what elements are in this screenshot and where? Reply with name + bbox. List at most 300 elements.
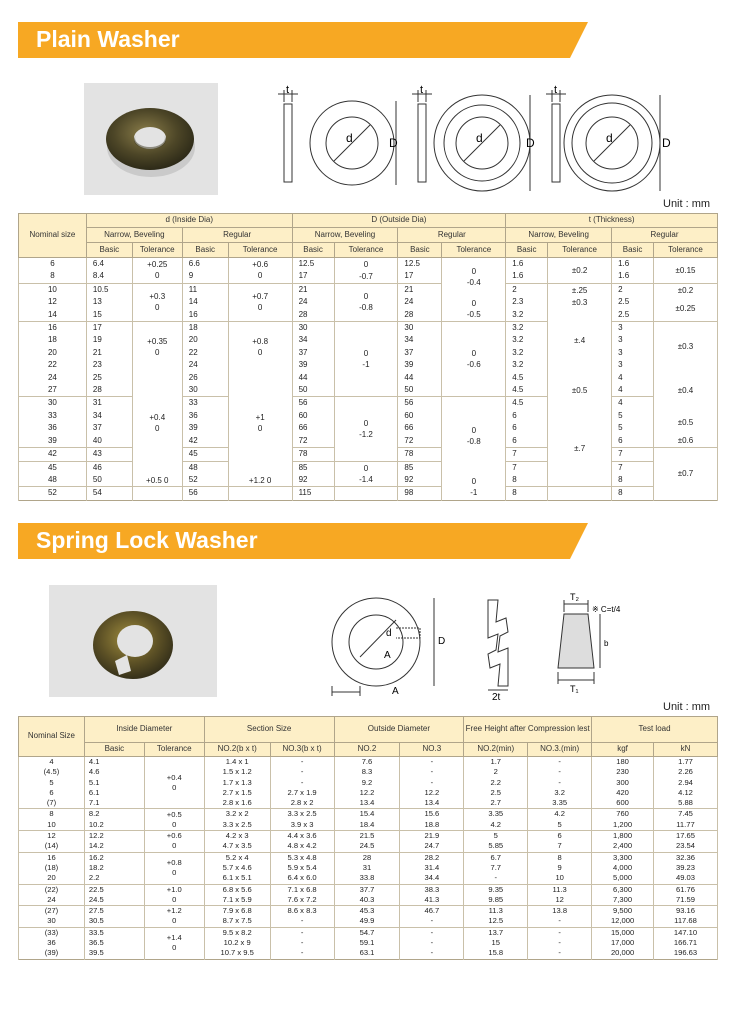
value-cell: 54.7 <box>334 927 400 938</box>
tolerance-cell <box>442 397 506 474</box>
tolerance-value: +0.5 <box>166 809 182 819</box>
value-cell: 9.5 x 8.2 <box>204 927 270 938</box>
value-cell: 38.3 <box>400 884 464 895</box>
tolerance-value: 0 <box>257 303 263 313</box>
tolerance-value: ±0.25 <box>675 304 696 314</box>
col-narrow: Narrow, Beveling <box>506 228 612 243</box>
table-row <box>19 270 718 283</box>
nominal-size-cell: 16 <box>19 852 85 863</box>
basic-cell: 9 <box>182 270 228 283</box>
nominal-size-cell: 12 <box>19 296 87 308</box>
value-cell: 4.4 x 3.6 <box>270 831 334 842</box>
value-cell: 7.1 x 5.9 <box>204 895 270 906</box>
value-cell: 2 <box>464 767 528 777</box>
basic-cell: 40 <box>86 435 132 448</box>
value-cell: - <box>528 938 592 948</box>
nominal-size-cell: (22) <box>19 884 85 895</box>
value-cell: - <box>270 938 334 948</box>
tolerance-cell <box>132 474 182 487</box>
value-cell: 5.88 <box>654 798 718 809</box>
basic-cell: 54 <box>86 487 132 500</box>
basic-cell: 25 <box>86 372 132 384</box>
basic-cell: 17 <box>292 270 334 283</box>
tolerance-value: +0.35 <box>147 336 168 346</box>
value-cell: 32.36 <box>654 852 718 863</box>
value-cell: 28 <box>334 852 400 863</box>
value-cell: 3.2 <box>528 788 592 798</box>
tolerance-cell <box>654 410 718 435</box>
tolerance-value: +1.2 0 <box>248 475 272 485</box>
value-cell: 6 <box>528 831 592 842</box>
value-cell: - <box>528 916 592 927</box>
basic-cell: 6.4 <box>86 258 132 271</box>
value-cell: 39.23 <box>654 863 718 873</box>
value-cell: 1.77 <box>654 757 718 768</box>
basic-cell: 3.2 <box>506 309 548 322</box>
value-cell: 420 <box>592 788 654 798</box>
col-outside-diameter: Outside Diameter <box>334 717 464 743</box>
tolerance-value: +0.5 0 <box>146 475 169 485</box>
value-cell: 7.6 x 7.2 <box>270 895 334 906</box>
spring-washer-title: Spring Lock Washer <box>36 527 258 553</box>
table-row <box>19 767 718 777</box>
value-cell: - <box>400 757 464 768</box>
spring-washer-photo <box>49 585 217 697</box>
value-cell: 2.7 x 1.5 <box>204 788 270 798</box>
basic-cell: 6 <box>506 422 548 434</box>
tolerance-cell <box>228 283 292 321</box>
col-outside-dia: D (Outside Dia) <box>292 214 506 228</box>
tolerance-value: ±0.5 <box>571 386 588 396</box>
tolerance-value: -1 <box>470 487 478 497</box>
value-cell: 6.1 <box>84 788 144 798</box>
tolerance-value: -1.4 <box>359 474 373 484</box>
basic-cell: 16 <box>182 309 228 322</box>
col-tolerance: Tolerance <box>548 243 612 258</box>
basic-cell: 60 <box>398 410 442 422</box>
value-cell: 5.1 <box>84 778 144 788</box>
tolerance-cell <box>334 270 398 283</box>
basic-cell: 2 <box>612 283 654 296</box>
tolerance-cell <box>548 487 612 500</box>
tolerance-value: ±0.7 <box>677 469 694 479</box>
basic-cell: 37 <box>398 347 442 359</box>
value-cell: 61.76 <box>654 884 718 895</box>
basic-cell: 28 <box>86 384 132 397</box>
basic-cell: 36 <box>182 410 228 422</box>
nominal-size-cell: 39 <box>19 435 87 448</box>
plain-washer-diagram <box>270 84 690 194</box>
nominal-size-cell: (33) <box>19 927 85 938</box>
col-nominal-size: Nominal size <box>19 214 87 258</box>
nominal-size-cell: 33 <box>19 410 87 422</box>
col-narrow: Narrow, Beveling <box>292 228 398 243</box>
tolerance-value: 0 <box>155 423 160 433</box>
value-cell: 24.7 <box>400 841 464 852</box>
tolerance-cell <box>144 852 204 884</box>
table-row <box>19 916 718 927</box>
value-cell: 18.2 <box>84 863 144 873</box>
value-cell: 7.7 <box>464 863 528 873</box>
basic-cell: 3 <box>612 322 654 335</box>
plain-diagram-D3: D <box>662 136 671 150</box>
nominal-size-cell: 14 <box>19 309 87 322</box>
value-cell: - <box>400 778 464 788</box>
value-cell: 59.1 <box>334 938 400 948</box>
spring-unit: Unit : mm <box>663 701 711 713</box>
value-cell: 6.4 x 6.0 <box>270 873 334 884</box>
basic-cell: 6 <box>612 435 654 448</box>
table-row <box>19 798 718 809</box>
value-cell: 24.5 <box>334 841 400 852</box>
tolerance-cell <box>228 474 292 487</box>
basic-cell: 5 <box>612 410 654 422</box>
table-row <box>19 841 718 852</box>
value-cell: 10.7 x 9.5 <box>204 948 270 959</box>
value-cell: 20,000 <box>592 948 654 959</box>
tolerance-cell <box>132 487 182 500</box>
tolerance-value: 0 <box>172 894 177 904</box>
value-cell: 7.9 x 6.8 <box>204 906 270 917</box>
col-basic: Basic <box>84 743 144 757</box>
basic-cell: 4 <box>612 384 654 397</box>
nominal-size-cell: 4 <box>19 757 85 768</box>
value-cell: 600 <box>592 798 654 809</box>
basic-cell: 42 <box>182 435 228 448</box>
basic-cell: 10.5 <box>86 283 132 296</box>
value-cell: 1.4 x 1 <box>204 757 270 768</box>
table-row <box>19 322 718 335</box>
tolerance-cell <box>548 309 612 372</box>
basic-cell: 72 <box>398 435 442 448</box>
basic-cell: 28 <box>398 309 442 322</box>
value-cell: 16.2 <box>84 852 144 863</box>
value-cell: 3.3 x 2.5 <box>270 809 334 820</box>
value-cell: 33.8 <box>334 873 400 884</box>
spring-washer-diagram <box>320 592 660 702</box>
nominal-size-cell: (7) <box>19 798 85 809</box>
spring-diagram-T1: T₁ <box>570 684 579 694</box>
value-cell: 8 <box>528 852 592 863</box>
tolerance-value: -1.2 <box>359 429 373 439</box>
value-cell: 39.5 <box>84 948 144 959</box>
basic-cell: 72 <box>292 435 334 448</box>
basic-cell: 15 <box>86 309 132 322</box>
tolerance-value: ±.7 <box>574 443 586 453</box>
tolerance-value: 0 <box>471 267 477 277</box>
basic-cell: 52 <box>182 474 228 487</box>
basic-cell: 20 <box>182 334 228 346</box>
value-cell: 12.2 <box>334 788 400 798</box>
nominal-size-cell: 8 <box>19 809 85 820</box>
tolerance-cell <box>442 258 506 297</box>
plain-washer-table <box>18 213 718 501</box>
value-cell: 17,000 <box>592 938 654 948</box>
basic-cell: 22 <box>182 347 228 359</box>
tolerance-cell <box>144 757 204 809</box>
tolerance-value: ±0.2 <box>677 285 694 295</box>
basic-cell: 34 <box>398 334 442 346</box>
plain-unit: Unit : mm <box>663 198 711 210</box>
tolerance-value: ±0.4 <box>677 386 694 396</box>
value-cell: 1.5 x 1.2 <box>204 767 270 777</box>
tolerance-value: 0 <box>155 303 160 313</box>
plain-diagram-t1: t <box>286 84 290 96</box>
basic-cell: 12.5 <box>292 258 334 271</box>
value-cell: 2,400 <box>592 841 654 852</box>
nominal-size-cell: 20 <box>19 347 87 359</box>
nominal-size-cell: (18) <box>19 863 85 873</box>
value-cell: 34.4 <box>400 873 464 884</box>
value-cell: 11.3 <box>528 884 592 895</box>
value-cell: 2.26 <box>654 767 718 777</box>
basic-cell: 31 <box>86 397 132 410</box>
value-cell: 3.35 <box>464 809 528 820</box>
tolerance-value: ±0.3 <box>571 297 588 307</box>
value-cell: 30.5 <box>84 916 144 927</box>
basic-cell: 6 <box>506 410 548 422</box>
table-row <box>19 397 718 410</box>
value-cell: 4.6 <box>84 767 144 777</box>
value-cell: 5.3 x 4.8 <box>270 852 334 863</box>
basic-cell: 4.5 <box>506 384 548 397</box>
value-cell: 12,000 <box>592 916 654 927</box>
basic-cell: 92 <box>292 474 334 487</box>
value-cell: 2.94 <box>654 778 718 788</box>
tolerance-cell <box>144 906 204 928</box>
basic-cell: 30 <box>398 322 442 335</box>
col-tolerance: Tolerance <box>132 243 182 258</box>
value-cell: 13.8 <box>528 906 592 917</box>
tolerance-cell <box>548 372 612 410</box>
table-row <box>19 831 718 842</box>
value-cell: 18.4 <box>334 820 400 831</box>
basic-cell: 4 <box>612 397 654 410</box>
basic-cell: 11 <box>182 283 228 296</box>
basic-cell: 6.6 <box>182 258 228 271</box>
value-cell: 21.5 <box>334 831 400 842</box>
col-basic: Basic <box>506 243 548 258</box>
tolerance-cell <box>228 487 292 500</box>
value-cell: 15.8 <box>464 948 528 959</box>
value-cell: 2.2 <box>84 873 144 884</box>
tolerance-value: 0 <box>172 868 177 878</box>
tolerance-cell <box>334 397 398 461</box>
basic-cell: 3.2 <box>506 334 548 346</box>
col-test-load: Test load <box>592 717 718 743</box>
basic-cell: 34 <box>292 334 334 346</box>
tolerance-value: 0 <box>471 298 477 308</box>
value-cell: 71.59 <box>654 895 718 906</box>
plain-diagram-D1: D <box>389 136 398 150</box>
col-no2-min: NO.2(min) <box>464 743 528 757</box>
basic-cell: 78 <box>398 448 442 461</box>
nominal-size-cell: 45 <box>19 461 87 474</box>
value-cell: 9,500 <box>592 906 654 917</box>
col-basic: Basic <box>398 243 442 258</box>
value-cell: - <box>400 927 464 938</box>
table-row <box>19 948 718 959</box>
tolerance-value: 0 <box>363 418 369 428</box>
value-cell: 27.5 <box>84 906 144 917</box>
tolerance-cell <box>442 296 506 321</box>
nominal-size-cell: (14) <box>19 841 85 852</box>
basic-cell: 28 <box>292 309 334 322</box>
basic-cell: 8 <box>612 474 654 487</box>
value-cell: 300 <box>592 778 654 788</box>
value-cell: - <box>400 938 464 948</box>
basic-cell: 1.6 <box>506 258 548 271</box>
tolerance-value: 0 <box>471 349 477 359</box>
basic-cell: 19 <box>86 334 132 346</box>
tolerance-cell <box>132 322 182 372</box>
nominal-size-cell: 10 <box>19 820 85 831</box>
tolerance-value: 0 <box>257 423 263 433</box>
value-cell: 10.2 x 9 <box>204 938 270 948</box>
spring-diagram-chamfer: ※ C=t/4 <box>592 605 621 614</box>
tolerance-value: +0.6 <box>252 260 269 270</box>
tolerance-value: +1.4 <box>166 933 182 943</box>
tolerance-value: ±0.5 <box>677 417 694 427</box>
tolerance-value: 0 <box>172 916 177 926</box>
spring-diagram-A: A <box>384 650 391 661</box>
tolerance-value: 0 <box>363 259 369 269</box>
spring-diagram-D: D <box>438 636 446 647</box>
tolerance-value: -0.8 <box>359 303 373 313</box>
tolerance-cell <box>654 372 718 410</box>
tolerance-cell <box>654 435 718 448</box>
value-cell: - <box>270 927 334 938</box>
basic-cell: 78 <box>292 448 334 461</box>
nominal-size-cell: 18 <box>19 334 87 346</box>
plain-diagram-t2: t <box>420 84 424 96</box>
value-cell: 9.85 <box>464 895 528 906</box>
spring-diagram-2t: 2t <box>492 692 501 702</box>
value-cell: 14.2 <box>84 841 144 852</box>
tolerance-value: +0.7 <box>252 292 269 302</box>
tolerance-value: +0.4 <box>149 412 166 422</box>
basic-cell: 13 <box>86 296 132 308</box>
value-cell: 1.7 <box>464 757 528 768</box>
basic-cell: 56 <box>182 487 228 500</box>
value-cell: 31.4 <box>400 863 464 873</box>
value-cell: - <box>400 767 464 777</box>
tolerance-cell <box>548 258 612 284</box>
value-cell: 9.35 <box>464 884 528 895</box>
tolerance-value: ±.4 <box>574 335 586 345</box>
basic-cell: 33 <box>182 397 228 410</box>
value-cell: 3.3 x 2.5 <box>204 820 270 831</box>
basic-cell: 46 <box>86 461 132 474</box>
value-cell: 37.7 <box>334 884 400 895</box>
basic-cell: 3.2 <box>506 322 548 335</box>
col-no3: NO.3 <box>400 743 464 757</box>
tolerance-cell <box>132 258 182 284</box>
col-tolerance: Tolerance <box>144 743 204 757</box>
tolerance-value: 0 <box>172 943 177 953</box>
value-cell: 6,300 <box>592 884 654 895</box>
value-cell: 28.2 <box>400 852 464 863</box>
value-cell: 5 <box>528 820 592 831</box>
basic-cell: 1.6 <box>612 270 654 283</box>
value-cell: 2.8 x 2 <box>270 798 334 809</box>
basic-cell: 56 <box>398 397 442 410</box>
value-cell: 8.6 x 8.3 <box>270 906 334 917</box>
tolerance-cell <box>132 283 182 321</box>
tolerance-cell <box>144 884 204 906</box>
basic-cell: 7 <box>612 448 654 461</box>
plain-diagram-d2: d <box>476 131 483 145</box>
value-cell: 7 <box>528 841 592 852</box>
value-cell: 166.71 <box>654 938 718 948</box>
tolerance-value: 0 <box>471 476 477 486</box>
value-cell: - <box>270 948 334 959</box>
basic-cell: 1.6 <box>612 258 654 271</box>
tolerance-value: ±.25 <box>571 285 588 295</box>
tolerance-value: 0 <box>172 819 177 829</box>
value-cell: - <box>464 873 528 884</box>
nominal-size-cell: 30 <box>19 397 87 410</box>
tolerance-value: ±0.6 <box>677 436 694 446</box>
col-free-height: Free Height after Compression lest <box>464 717 592 743</box>
value-cell: 6.8 x 5.6 <box>204 884 270 895</box>
value-cell: 6.7 <box>464 852 528 863</box>
nominal-size-cell: 36 <box>19 422 87 434</box>
basic-cell: 30 <box>292 322 334 335</box>
value-cell: 7,300 <box>592 895 654 906</box>
basic-cell: 34 <box>86 410 132 422</box>
value-cell: 5,000 <box>592 873 654 884</box>
basic-cell: 2.5 <box>612 309 654 322</box>
value-cell: 117.68 <box>654 916 718 927</box>
value-cell: 2.5 <box>464 788 528 798</box>
spring-washer-image <box>49 585 217 697</box>
value-cell: 196.63 <box>654 948 718 959</box>
plain-diagram-D2: D <box>526 136 535 150</box>
value-cell: 4.2 x 3 <box>204 831 270 842</box>
value-cell: 2.2 <box>464 778 528 788</box>
nominal-size-cell: 20 <box>19 873 85 884</box>
nominal-size-cell: 48 <box>19 474 87 487</box>
value-cell: 21.9 <box>400 831 464 842</box>
value-cell: 24.5 <box>84 895 144 906</box>
nominal-size-cell: 36 <box>19 938 85 948</box>
value-cell: 2.8 x 1.6 <box>204 798 270 809</box>
plain-diagram-t3: t <box>554 84 558 96</box>
spring-diagram-T2: T₂ <box>570 592 579 602</box>
basic-cell: 1.6 <box>506 270 548 283</box>
nominal-size-cell: 30 <box>19 916 85 927</box>
value-cell: 5.85 <box>464 841 528 852</box>
basic-cell: 37 <box>86 422 132 434</box>
tolerance-cell <box>228 322 292 372</box>
basic-cell: 50 <box>292 384 334 397</box>
tolerance-value: -0.4 <box>466 278 481 288</box>
tolerance-value: -0.8 <box>466 436 481 446</box>
tolerance-cell <box>228 258 292 284</box>
tolerance-cell <box>654 258 718 284</box>
tolerance-cell <box>132 372 182 474</box>
value-cell: 13.4 <box>400 798 464 809</box>
basic-cell: 2 <box>506 283 548 296</box>
value-cell: 49.03 <box>654 873 718 884</box>
value-cell: - <box>528 927 592 938</box>
tolerance-cell <box>334 322 398 397</box>
tolerance-cell <box>334 487 398 500</box>
basic-cell: 8 <box>506 487 548 500</box>
nominal-size-cell: 52 <box>19 487 87 500</box>
basic-cell: 45 <box>182 448 228 461</box>
